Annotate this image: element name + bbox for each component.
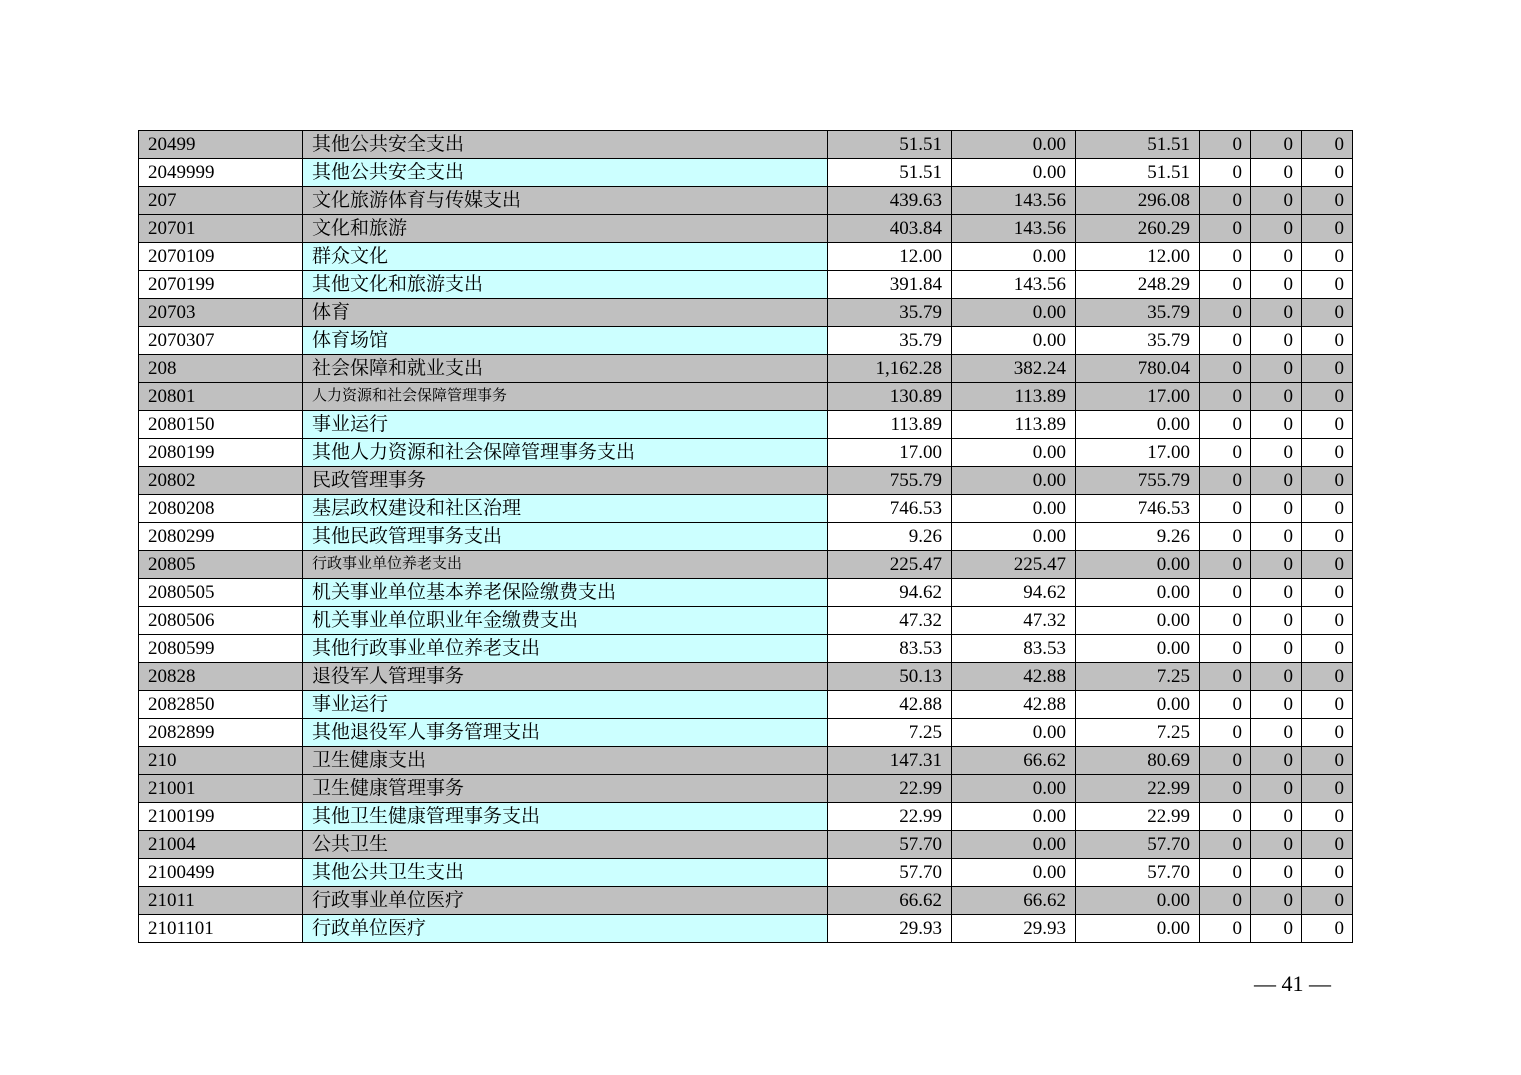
account-code-cell: 2101101 [139, 915, 303, 943]
total-amount-cell: 83.53 [828, 635, 952, 663]
account-code-cell: 208 [139, 355, 303, 383]
account-name-cell: 机关事业单位基本养老保险缴费支出 [303, 579, 828, 607]
account-name-cell: 群众文化 [303, 243, 828, 271]
table-row [139, 719, 1353, 747]
extra-column-2-cell: 0 [1251, 271, 1302, 299]
basic-expenditure-cell: 29.93 [952, 915, 1076, 943]
basic-expenditure-cell: 143.56 [952, 187, 1076, 215]
extra-column-1-cell: 0 [1200, 747, 1251, 775]
total-amount-cell: 57.70 [828, 831, 952, 859]
total-amount-cell: 51.51 [828, 131, 952, 159]
account-code-cell: 2080506 [139, 607, 303, 635]
extra-column-3-cell: 0 [1302, 327, 1353, 355]
extra-column-1-cell: 0 [1200, 411, 1251, 439]
basic-expenditure-cell: 225.47 [952, 551, 1076, 579]
account-name-cell: 卫生健康管理事务 [303, 775, 828, 803]
basic-expenditure-cell: 0.00 [952, 327, 1076, 355]
project-expenditure-cell: 80.69 [1076, 747, 1200, 775]
account-code-cell: 2080505 [139, 579, 303, 607]
total-amount-cell: 1,162.28 [828, 355, 952, 383]
account-code-cell: 2082899 [139, 719, 303, 747]
project-expenditure-cell: 57.70 [1076, 831, 1200, 859]
extra-column-3-cell: 0 [1302, 831, 1353, 859]
account-name-cell: 其他公共卫生支出 [303, 859, 828, 887]
table-row [139, 775, 1353, 803]
basic-expenditure-cell: 0.00 [952, 243, 1076, 271]
account-code-cell: 2080150 [139, 411, 303, 439]
account-code-cell: 21011 [139, 887, 303, 915]
extra-column-3-cell: 0 [1302, 887, 1353, 915]
account-name-cell: 基层政权建设和社区治理 [303, 495, 828, 523]
extra-column-3-cell: 0 [1302, 411, 1353, 439]
page-number: — 41 — [1254, 971, 1331, 996]
total-amount-cell: 35.79 [828, 327, 952, 355]
total-amount-cell: 47.32 [828, 607, 952, 635]
account-code-cell: 20499 [139, 131, 303, 159]
extra-column-3-cell: 0 [1302, 523, 1353, 551]
extra-column-2-cell: 0 [1251, 803, 1302, 831]
account-name-cell: 其他退役军人事务管理支出 [303, 719, 828, 747]
account-code-cell: 2070307 [139, 327, 303, 355]
table-row [139, 887, 1353, 915]
total-amount-cell: 9.26 [828, 523, 952, 551]
extra-column-2-cell: 0 [1251, 187, 1302, 215]
extra-column-2-cell: 0 [1251, 635, 1302, 663]
extra-column-3-cell: 0 [1302, 775, 1353, 803]
table-row [139, 131, 1353, 159]
extra-column-3-cell: 0 [1302, 579, 1353, 607]
extra-column-3-cell: 0 [1302, 803, 1353, 831]
extra-column-1-cell: 0 [1200, 803, 1251, 831]
account-name-cell: 行政事业单位养老支出 [303, 551, 828, 579]
basic-expenditure-cell: 143.56 [952, 271, 1076, 299]
extra-column-3-cell: 0 [1302, 187, 1353, 215]
project-expenditure-cell: 0.00 [1076, 887, 1200, 915]
account-code-cell: 2070199 [139, 271, 303, 299]
total-amount-cell: 29.93 [828, 915, 952, 943]
extra-column-1-cell: 0 [1200, 775, 1251, 803]
total-amount-cell: 746.53 [828, 495, 952, 523]
basic-expenditure-cell: 0.00 [952, 859, 1076, 887]
account-name-cell: 体育场馆 [303, 327, 828, 355]
extra-column-3-cell: 0 [1302, 747, 1353, 775]
account-name-cell: 事业运行 [303, 691, 828, 719]
extra-column-3-cell: 0 [1302, 635, 1353, 663]
account-name-cell: 卫生健康支出 [303, 747, 828, 775]
extra-column-2-cell: 0 [1251, 551, 1302, 579]
total-amount-cell: 391.84 [828, 271, 952, 299]
total-amount-cell: 50.13 [828, 663, 952, 691]
total-amount-cell: 439.63 [828, 187, 952, 215]
total-amount-cell: 57.70 [828, 859, 952, 887]
table-row [139, 383, 1353, 411]
extra-column-1-cell: 0 [1200, 355, 1251, 383]
total-amount-cell: 12.00 [828, 243, 952, 271]
extra-column-2-cell: 0 [1251, 355, 1302, 383]
account-code-cell: 20703 [139, 299, 303, 327]
account-name-cell: 社会保障和就业支出 [303, 355, 828, 383]
extra-column-2-cell: 0 [1251, 691, 1302, 719]
project-expenditure-cell: 260.29 [1076, 215, 1200, 243]
account-code-cell: 20701 [139, 215, 303, 243]
basic-expenditure-cell: 0.00 [952, 467, 1076, 495]
account-name-cell: 事业运行 [303, 411, 828, 439]
basic-expenditure-cell: 0.00 [952, 439, 1076, 467]
table-row [139, 299, 1353, 327]
extra-column-3-cell: 0 [1302, 859, 1353, 887]
account-name-cell: 其他行政事业单位养老支出 [303, 635, 828, 663]
basic-expenditure-cell: 382.24 [952, 355, 1076, 383]
basic-expenditure-cell: 113.89 [952, 411, 1076, 439]
total-amount-cell: 403.84 [828, 215, 952, 243]
account-code-cell: 2080299 [139, 523, 303, 551]
extra-column-2-cell: 0 [1251, 719, 1302, 747]
project-expenditure-cell: 248.29 [1076, 271, 1200, 299]
project-expenditure-cell: 746.53 [1076, 495, 1200, 523]
project-expenditure-cell: 780.04 [1076, 355, 1200, 383]
table-row [139, 803, 1353, 831]
extra-column-1-cell: 0 [1200, 523, 1251, 551]
project-expenditure-cell: 51.51 [1076, 131, 1200, 159]
table-row [139, 243, 1353, 271]
total-amount-cell: 35.79 [828, 299, 952, 327]
project-expenditure-cell: 22.99 [1076, 803, 1200, 831]
table-row [139, 915, 1353, 943]
extra-column-1-cell: 0 [1200, 635, 1251, 663]
project-expenditure-cell: 22.99 [1076, 775, 1200, 803]
account-code-cell: 210 [139, 747, 303, 775]
extra-column-3-cell: 0 [1302, 551, 1353, 579]
account-code-cell: 20801 [139, 383, 303, 411]
account-code-cell: 2080599 [139, 635, 303, 663]
account-name-cell: 行政单位医疗 [303, 915, 828, 943]
project-expenditure-cell: 51.51 [1076, 159, 1200, 187]
account-name-cell: 体育 [303, 299, 828, 327]
extra-column-1-cell: 0 [1200, 215, 1251, 243]
project-expenditure-cell: 7.25 [1076, 719, 1200, 747]
basic-expenditure-cell: 66.62 [952, 747, 1076, 775]
project-expenditure-cell: 17.00 [1076, 383, 1200, 411]
table-row [139, 859, 1353, 887]
basic-expenditure-cell: 0.00 [952, 719, 1076, 747]
basic-expenditure-cell: 0.00 [952, 159, 1076, 187]
account-name-cell: 退役军人管理事务 [303, 663, 828, 691]
extra-column-1-cell: 0 [1200, 131, 1251, 159]
total-amount-cell: 130.89 [828, 383, 952, 411]
total-amount-cell: 66.62 [828, 887, 952, 915]
table-row [139, 215, 1353, 243]
table-row [139, 691, 1353, 719]
extra-column-2-cell: 0 [1251, 495, 1302, 523]
total-amount-cell: 22.99 [828, 775, 952, 803]
table-row [139, 271, 1353, 299]
account-code-cell: 21001 [139, 775, 303, 803]
basic-expenditure-cell: 0.00 [952, 299, 1076, 327]
table-row [139, 831, 1353, 859]
extra-column-1-cell: 0 [1200, 327, 1251, 355]
basic-expenditure-cell: 94.62 [952, 579, 1076, 607]
account-name-cell: 民政管理事务 [303, 467, 828, 495]
basic-expenditure-cell: 47.32 [952, 607, 1076, 635]
extra-column-1-cell: 0 [1200, 607, 1251, 635]
extra-column-3-cell: 0 [1302, 131, 1353, 159]
project-expenditure-cell: 755.79 [1076, 467, 1200, 495]
extra-column-3-cell: 0 [1302, 691, 1353, 719]
extra-column-1-cell: 0 [1200, 859, 1251, 887]
basic-expenditure-cell: 0.00 [952, 831, 1076, 859]
total-amount-cell: 7.25 [828, 719, 952, 747]
table-row [139, 495, 1353, 523]
extra-column-2-cell: 0 [1251, 159, 1302, 187]
extra-column-1-cell: 0 [1200, 915, 1251, 943]
project-expenditure-cell: 0.00 [1076, 915, 1200, 943]
extra-column-1-cell: 0 [1200, 271, 1251, 299]
project-expenditure-cell: 0.00 [1076, 691, 1200, 719]
extra-column-3-cell: 0 [1302, 383, 1353, 411]
basic-expenditure-cell: 42.88 [952, 663, 1076, 691]
extra-column-3-cell: 0 [1302, 299, 1353, 327]
extra-column-2-cell: 0 [1251, 747, 1302, 775]
project-expenditure-cell: 17.00 [1076, 439, 1200, 467]
extra-column-2-cell: 0 [1251, 831, 1302, 859]
total-amount-cell: 755.79 [828, 467, 952, 495]
account-name-cell: 人力资源和社会保障管理事务 [303, 383, 828, 411]
account-name-cell: 行政事业单位医疗 [303, 887, 828, 915]
account-code-cell: 2080208 [139, 495, 303, 523]
table-row [139, 467, 1353, 495]
basic-expenditure-cell: 42.88 [952, 691, 1076, 719]
table-row [139, 607, 1353, 635]
extra-column-1-cell: 0 [1200, 439, 1251, 467]
table-row [139, 551, 1353, 579]
account-name-cell: 其他民政管理事务支出 [303, 523, 828, 551]
project-expenditure-cell: 12.00 [1076, 243, 1200, 271]
account-code-cell: 20828 [139, 663, 303, 691]
extra-column-2-cell: 0 [1251, 131, 1302, 159]
extra-column-2-cell: 0 [1251, 523, 1302, 551]
total-amount-cell: 113.89 [828, 411, 952, 439]
extra-column-1-cell: 0 [1200, 579, 1251, 607]
basic-expenditure-cell: 83.53 [952, 635, 1076, 663]
extra-column-2-cell: 0 [1251, 439, 1302, 467]
basic-expenditure-cell: 0.00 [952, 495, 1076, 523]
extra-column-2-cell: 0 [1251, 411, 1302, 439]
extra-column-3-cell: 0 [1302, 719, 1353, 747]
account-name-cell: 公共卫生 [303, 831, 828, 859]
account-code-cell: 2100499 [139, 859, 303, 887]
account-name-cell: 其他公共安全支出 [303, 131, 828, 159]
extra-column-3-cell: 0 [1302, 243, 1353, 271]
extra-column-2-cell: 0 [1251, 327, 1302, 355]
total-amount-cell: 225.47 [828, 551, 952, 579]
extra-column-3-cell: 0 [1302, 439, 1353, 467]
extra-column-3-cell: 0 [1302, 467, 1353, 495]
extra-column-3-cell: 0 [1302, 215, 1353, 243]
extra-column-2-cell: 0 [1251, 887, 1302, 915]
basic-expenditure-cell: 0.00 [952, 523, 1076, 551]
budget-table [138, 130, 1353, 943]
table-row [139, 439, 1353, 467]
table-row [139, 187, 1353, 215]
project-expenditure-cell: 0.00 [1076, 579, 1200, 607]
extra-column-1-cell: 0 [1200, 383, 1251, 411]
project-expenditure-cell: 35.79 [1076, 299, 1200, 327]
table-row [139, 579, 1353, 607]
project-expenditure-cell: 0.00 [1076, 635, 1200, 663]
table-row [139, 159, 1353, 187]
total-amount-cell: 17.00 [828, 439, 952, 467]
extra-column-1-cell: 0 [1200, 551, 1251, 579]
extra-column-1-cell: 0 [1200, 495, 1251, 523]
basic-expenditure-cell: 0.00 [952, 803, 1076, 831]
extra-column-2-cell: 0 [1251, 859, 1302, 887]
table-row [139, 355, 1353, 383]
project-expenditure-cell: 57.70 [1076, 859, 1200, 887]
extra-column-3-cell: 0 [1302, 159, 1353, 187]
total-amount-cell: 51.51 [828, 159, 952, 187]
extra-column-2-cell: 0 [1251, 663, 1302, 691]
account-code-cell: 21004 [139, 831, 303, 859]
extra-column-3-cell: 0 [1302, 495, 1353, 523]
account-name-cell: 其他人力资源和社会保障管理事务支出 [303, 439, 828, 467]
basic-expenditure-cell: 0.00 [952, 775, 1076, 803]
budget-table-body [139, 131, 1353, 943]
table-row [139, 663, 1353, 691]
table-row [139, 635, 1353, 663]
extra-column-1-cell: 0 [1200, 831, 1251, 859]
extra-column-2-cell: 0 [1251, 467, 1302, 495]
account-code-cell: 2100199 [139, 803, 303, 831]
account-name-cell: 文化和旅游 [303, 215, 828, 243]
account-name-cell: 其他卫生健康管理事务支出 [303, 803, 828, 831]
extra-column-2-cell: 0 [1251, 215, 1302, 243]
extra-column-1-cell: 0 [1200, 719, 1251, 747]
total-amount-cell: 22.99 [828, 803, 952, 831]
account-name-cell: 文化旅游体育与传媒支出 [303, 187, 828, 215]
extra-column-3-cell: 0 [1302, 271, 1353, 299]
basic-expenditure-cell: 66.62 [952, 887, 1076, 915]
extra-column-1-cell: 0 [1200, 299, 1251, 327]
extra-column-1-cell: 0 [1200, 159, 1251, 187]
total-amount-cell: 147.31 [828, 747, 952, 775]
project-expenditure-cell: 0.00 [1076, 411, 1200, 439]
extra-column-1-cell: 0 [1200, 663, 1251, 691]
extra-column-3-cell: 0 [1302, 663, 1353, 691]
extra-column-1-cell: 0 [1200, 467, 1251, 495]
account-code-cell: 2082850 [139, 691, 303, 719]
extra-column-2-cell: 0 [1251, 243, 1302, 271]
extra-column-2-cell: 0 [1251, 915, 1302, 943]
extra-column-3-cell: 0 [1302, 355, 1353, 383]
extra-column-2-cell: 0 [1251, 299, 1302, 327]
extra-column-2-cell: 0 [1251, 775, 1302, 803]
table-row [139, 327, 1353, 355]
account-code-cell: 20802 [139, 467, 303, 495]
account-code-cell: 2070109 [139, 243, 303, 271]
basic-expenditure-cell: 143.56 [952, 215, 1076, 243]
project-expenditure-cell: 0.00 [1076, 551, 1200, 579]
account-name-cell: 其他文化和旅游支出 [303, 271, 828, 299]
extra-column-3-cell: 0 [1302, 607, 1353, 635]
extra-column-1-cell: 0 [1200, 187, 1251, 215]
account-name-cell: 机关事业单位职业年金缴费支出 [303, 607, 828, 635]
account-code-cell: 2049999 [139, 159, 303, 187]
project-expenditure-cell: 9.26 [1076, 523, 1200, 551]
account-code-cell: 20805 [139, 551, 303, 579]
project-expenditure-cell: 296.08 [1076, 187, 1200, 215]
table-row [139, 523, 1353, 551]
basic-expenditure-cell: 0.00 [952, 131, 1076, 159]
extra-column-2-cell: 0 [1251, 579, 1302, 607]
account-code-cell: 2080199 [139, 439, 303, 467]
extra-column-1-cell: 0 [1200, 243, 1251, 271]
table-row [139, 747, 1353, 775]
account-code-cell: 207 [139, 187, 303, 215]
extra-column-1-cell: 0 [1200, 887, 1251, 915]
account-name-cell: 其他公共安全支出 [303, 159, 828, 187]
project-expenditure-cell: 0.00 [1076, 607, 1200, 635]
basic-expenditure-cell: 113.89 [952, 383, 1076, 411]
extra-column-2-cell: 0 [1251, 607, 1302, 635]
total-amount-cell: 42.88 [828, 691, 952, 719]
total-amount-cell: 94.62 [828, 579, 952, 607]
extra-column-3-cell: 0 [1302, 915, 1353, 943]
project-expenditure-cell: 35.79 [1076, 327, 1200, 355]
project-expenditure-cell: 7.25 [1076, 663, 1200, 691]
table-row [139, 411, 1353, 439]
extra-column-1-cell: 0 [1200, 691, 1251, 719]
extra-column-2-cell: 0 [1251, 383, 1302, 411]
